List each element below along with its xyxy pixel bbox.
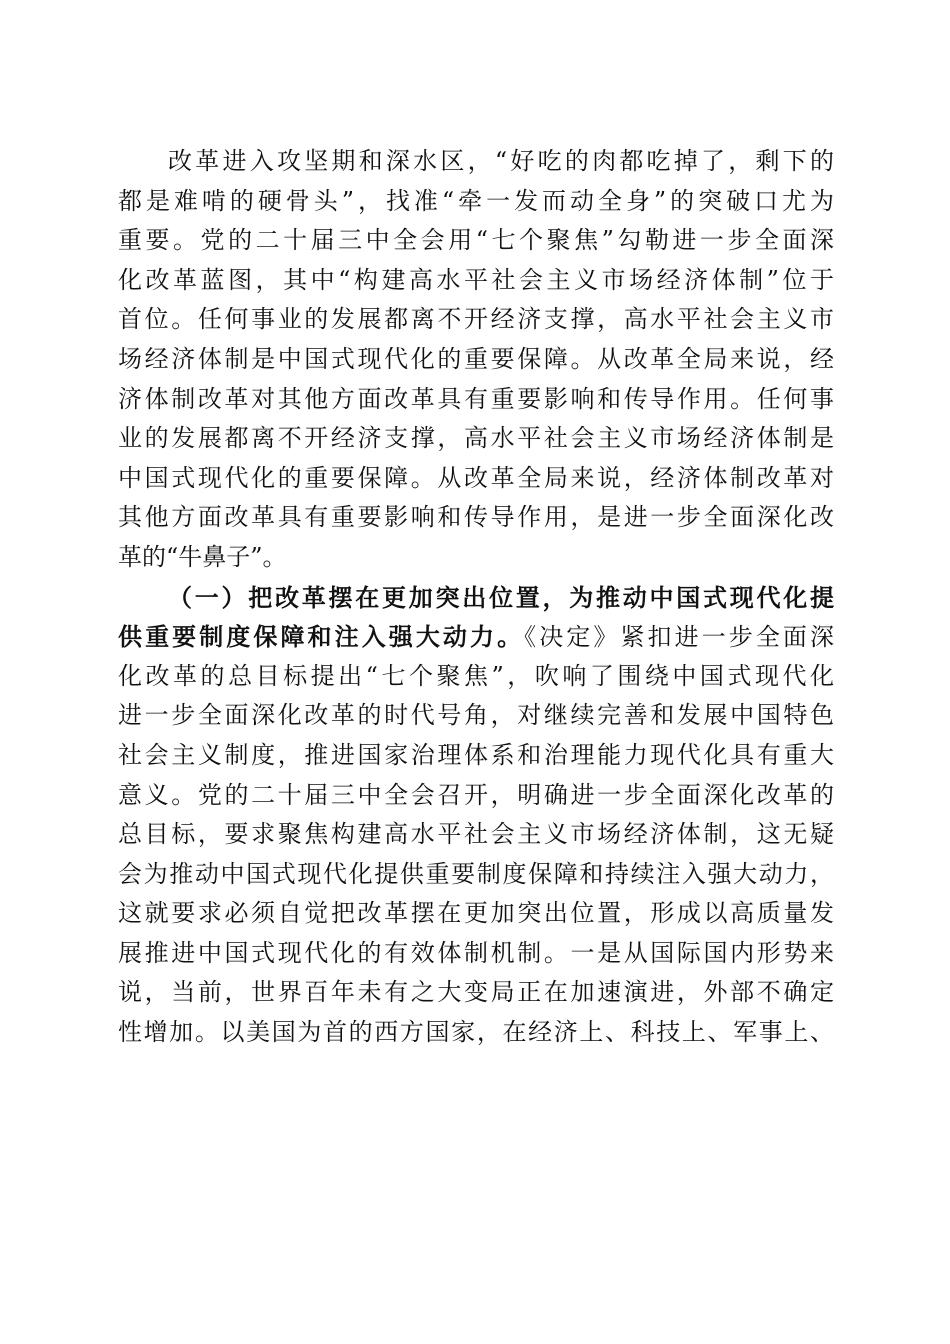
paragraph-1-line: 中国式现代化的重要保障。从改革全局来说，经济体制改革对	[118, 463, 834, 492]
paragraph-1-line: 其他方面改革具有重要影响和传导作用，是进一步全面深化改	[118, 503, 834, 532]
paragraph-2-line: 社会主义制度，推进国家治理体系和治理能力现代化具有重大	[118, 740, 834, 769]
paragraph-1-line: 济体制改革对其他方面改革具有重要影响和传导作用。任何事	[118, 384, 834, 413]
section-heading-line: （一）把改革摆在更加突出位置，为推动中国式现代化提	[168, 582, 834, 612]
paragraph-1-line: 都是难啃的硬骨头”，找准“牵一发而动全身”的突破口尤为	[118, 186, 834, 215]
paragraph-1-line: 业的发展都离不开经济支撑，高水平社会主义市场经济体制是	[118, 424, 834, 453]
paragraph-2-line: 会为推动中国式现代化提供重要制度保障和持续注入强大动力，	[118, 859, 834, 888]
paragraph-1-line: 首位。任何事业的发展都离不开经济支撑，高水平社会主义市	[118, 305, 834, 334]
paragraph-1-line: 改革进入攻坚期和深水区，“好吃的肉都吃掉了，剩下的	[168, 147, 834, 175]
paragraph-2-line: 总目标，要求聚焦构建高水平社会主义市场经济体制，这无疑	[118, 820, 834, 849]
document-body	[118, 142, 834, 1053]
paragraph-1-line: 重要。党的二十届三中全会用“七个聚焦”勾勒进一步全面深	[118, 226, 834, 255]
paragraph-2-line: 说，当前，世界百年未有之大变局正在加速演进，外部不确定	[118, 978, 834, 1007]
paragraph-2-line: 性增加。以美国为首的西方国家，在经济上、科技上、军事上、	[118, 1018, 834, 1047]
paragraph-2-line-text: 《决定》紧扣进一步全面深	[524, 623, 835, 652]
section-heading-continuation: 供重要制度保障和注入强大动力。	[118, 622, 525, 652]
paragraph-2-line: 化改革的总目标提出“七个聚焦”，吹响了围绕中国式现代化	[118, 661, 834, 690]
paragraph-2-line: 展推进中国式现代化的有效体制机制。一是从国际国内形势来	[118, 938, 834, 967]
paragraph-1-line: 化改革蓝图，其中“构建高水平社会主义市场经济体制”位于	[118, 265, 834, 294]
paragraph-2-line: 进一步全面深化改革的时代号角，对继续完善和发展中国特色	[118, 701, 834, 730]
paragraph-2-line	[118, 617, 834, 657]
paragraph-1-line: 场经济体制是中国式现代化的重要保障。从改革全局来说，经	[118, 344, 834, 373]
paragraph-2-line: 意义。党的二十届三中全会召开，明确进一步全面深化改革的	[118, 780, 834, 809]
paragraph-1-line: 革的“牛鼻子”。	[118, 542, 287, 571]
paragraph-2-line: 这就要求必须自觉把改革摆在更加突出位置，形成以高质量发	[118, 899, 834, 928]
